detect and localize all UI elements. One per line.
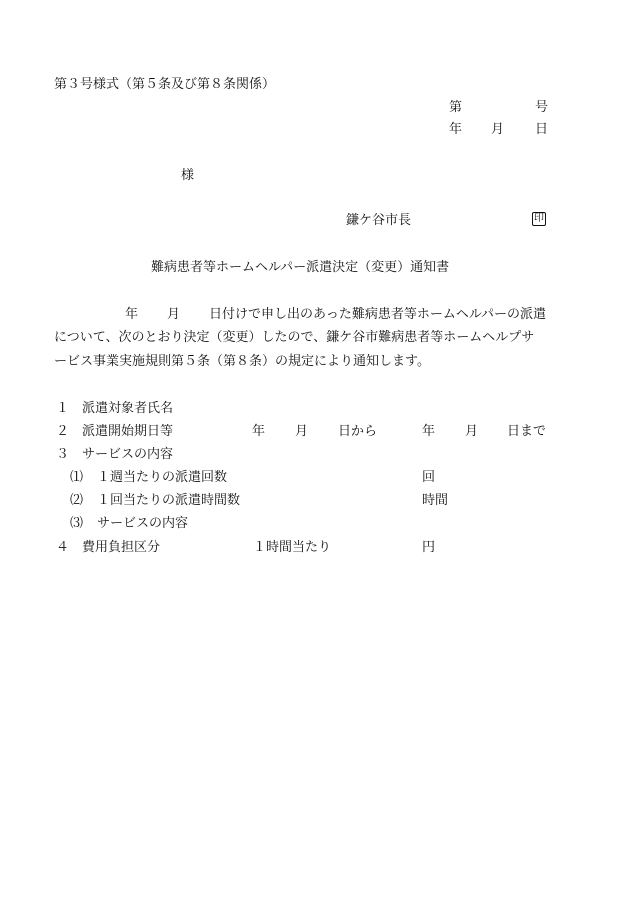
- item3-sub1-unit: 回: [422, 470, 436, 485]
- item1-label: 派遣対象者氏名: [82, 401, 174, 416]
- item3-sub2-num: ⑵: [70, 493, 84, 508]
- body-line1: 日付けで申し出のあった難病患者等ホームヘルパーの派遣: [209, 307, 546, 322]
- number-dai: 第: [449, 100, 463, 115]
- item3-num: ３: [56, 447, 70, 462]
- item2-label: 派遣開始期日等: [82, 424, 174, 439]
- item4-unit: 円: [422, 540, 436, 555]
- number-go: 号: [535, 100, 549, 115]
- addressee-suffix: 様: [181, 168, 195, 183]
- date-day: 日: [535, 122, 549, 137]
- body-year: 年: [125, 307, 139, 322]
- item3-sub3-label: サービスの内容: [97, 516, 189, 531]
- body-line3: ービス事業実施規則第５条（第８条）の規定により通知します。: [54, 354, 430, 369]
- body-month: 月: [167, 307, 181, 322]
- item1-num: １: [56, 401, 70, 416]
- item4-per: １時間当たり: [253, 540, 332, 555]
- item2-from-month: 月: [295, 424, 309, 439]
- item3-sub2-unit: 時間: [422, 493, 449, 508]
- item2-from-day: 日から: [338, 424, 378, 439]
- item2-num: ２: [56, 424, 70, 439]
- item2-to-day: 日まで: [507, 424, 547, 439]
- date-month: 月: [491, 122, 505, 137]
- item2-from-year: 年: [252, 424, 266, 439]
- seal-icon: [532, 212, 546, 226]
- form-id: 第３号様式（第５条及び第８条関係）: [54, 77, 276, 92]
- item4-num: ４: [56, 540, 70, 555]
- item3-sub1-label: １週当たりの派遣回数: [97, 470, 228, 485]
- item2-to-year: 年: [422, 424, 436, 439]
- date-year: 年: [449, 122, 463, 137]
- item3-sub3-num: ⑶: [70, 516, 84, 531]
- seal-label: 印: [534, 213, 544, 224]
- body-line2: について、次のとおり決定（変更）したので、鎌ケ谷市難病患者等ホームヘルプサ: [54, 330, 535, 345]
- document-title: 難病患者等ホームヘルパー派遣決定（変更）通知書: [151, 260, 450, 275]
- issuer: 鎌ケ谷市長: [346, 213, 412, 228]
- item3-label: サービスの内容: [82, 447, 174, 462]
- item2-to-month: 月: [465, 424, 479, 439]
- item3-sub1-num: ⑴: [70, 470, 84, 485]
- item3-sub2-label: １回当たりの派遣時間数: [97, 493, 241, 508]
- item4-label: 費用負担区分: [82, 540, 161, 555]
